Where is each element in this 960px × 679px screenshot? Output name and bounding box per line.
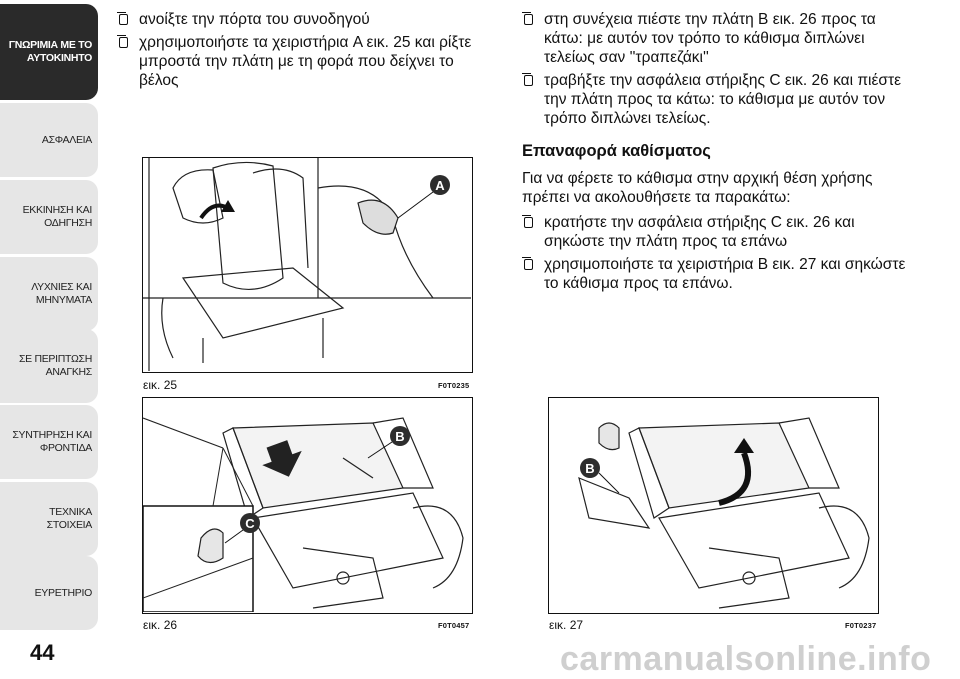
- tab-emergency[interactable]: ΣΕ ΠΕΡΙΠΤΩΣΗ ΑΝΑΓΚΗΣ: [0, 329, 98, 403]
- figure-27-caption: εικ. 27: [549, 618, 584, 632]
- figure-25-caption: εικ. 25: [143, 378, 178, 392]
- figure-27-code: F0T0237: [845, 621, 877, 630]
- figure-25-code: F0T0235: [438, 381, 470, 390]
- tab-maintenance[interactable]: ΣΥΝΤΗΡΗΣΗ ΚΑΙ ΦΡΟΝΤΙΔΑ: [0, 405, 98, 479]
- seat-table-drawing: [143, 398, 471, 612]
- figure-26-code: F0T0457: [438, 621, 470, 630]
- left-text-column: [117, 10, 487, 94]
- svg-text:A: A: [435, 178, 445, 193]
- tab-getting-to-know-car[interactable]: ΓΝΩΡΙΜΙΑ ΜΕ ΤΟ ΑΥΤΟΚΙΝΗΤΟ: [0, 4, 98, 100]
- tab-safety[interactable]: ΑΣΦΑΛΕΙΑ: [0, 103, 98, 177]
- list-item: τραβήξτε την ασφάλεια στήριξης C εικ. 26 και πιέστε την πλάτη προς τα κάτω: το κάθισμα με αυτόν τον τρόπο διπλώνει τελείως.: [522, 71, 912, 128]
- section-heading: Επαναφορά καθίσματος: [522, 142, 711, 160]
- page-number: 44: [30, 640, 55, 665]
- tab-technical-data[interactable]: ΤΕΧΝΙΚΑ ΣΤΟΙΧΕΙΑ: [0, 482, 98, 556]
- tab-starting-driving[interactable]: ΕΚΚΙΝΗΣΗ ΚΑΙ ΟΔΗΓΗΣΗ: [0, 180, 98, 254]
- list-item: χρησιμοποιήστε τα χειριστήρια A εικ. 25 και ρίξτε μπροστά την πλάτη με τη φορά που δείχνει το βέλος: [117, 33, 487, 90]
- intro-paragraph: Για να φέρετε το κάθισμα στην αρχική θέση χρήσης πρέπει να ακολουθήσετε τα παρακάτω:: [522, 170, 873, 206]
- figure-25-illustration: [142, 157, 473, 373]
- svg-text:C: C: [245, 516, 255, 531]
- list-item: στη συνέχεια πιέστε την πλάτη B εικ. 26 προς τα κάτω: με αυτόν τον τρόπο το κάθισμα διπλώνει τελείως σαν ''τραπεζάκι'': [522, 10, 912, 67]
- svg-text:B: B: [395, 429, 405, 444]
- figure-26-caption: εικ. 26: [143, 618, 178, 632]
- bullet-box-icon: [119, 14, 128, 25]
- bullet-box-icon: [119, 37, 128, 48]
- watermark: carmanualsonline.info: [560, 640, 932, 678]
- list-item: ανοίξτε την πόρτα του συνοδηγού: [117, 10, 487, 29]
- bullet-box-icon: [524, 14, 533, 25]
- list-item: κρατήστε την ασφάλεια στήριξης C εικ. 26 και σηκώστε την πλάτη προς τα επάνω: [522, 213, 912, 251]
- svg-text:B: B: [585, 461, 595, 476]
- bullet-box-icon: [524, 259, 533, 270]
- figure-26-illustration: [142, 397, 473, 614]
- bullet-box-icon: [524, 217, 533, 228]
- list-item: χρησιμοποιήστε τα χειριστήρια B εικ. 27 και σηκώστε το κάθισμα προς τα επάνω.: [522, 255, 912, 293]
- right-text-column: [522, 10, 912, 297]
- figure-27-illustration: [548, 397, 879, 614]
- tab-warning-lights[interactable]: ΛΥΧΝΙΕΣ ΚΑΙ ΜΗΝΥΜΑΤΑ: [0, 257, 98, 331]
- bullet-box-icon: [524, 75, 533, 86]
- seat-restore-drawing: [549, 398, 877, 612]
- seat-folding-drawing: [143, 158, 471, 371]
- tab-index[interactable]: ΕΥΡΕΤΗΡΙΟ: [0, 556, 98, 630]
